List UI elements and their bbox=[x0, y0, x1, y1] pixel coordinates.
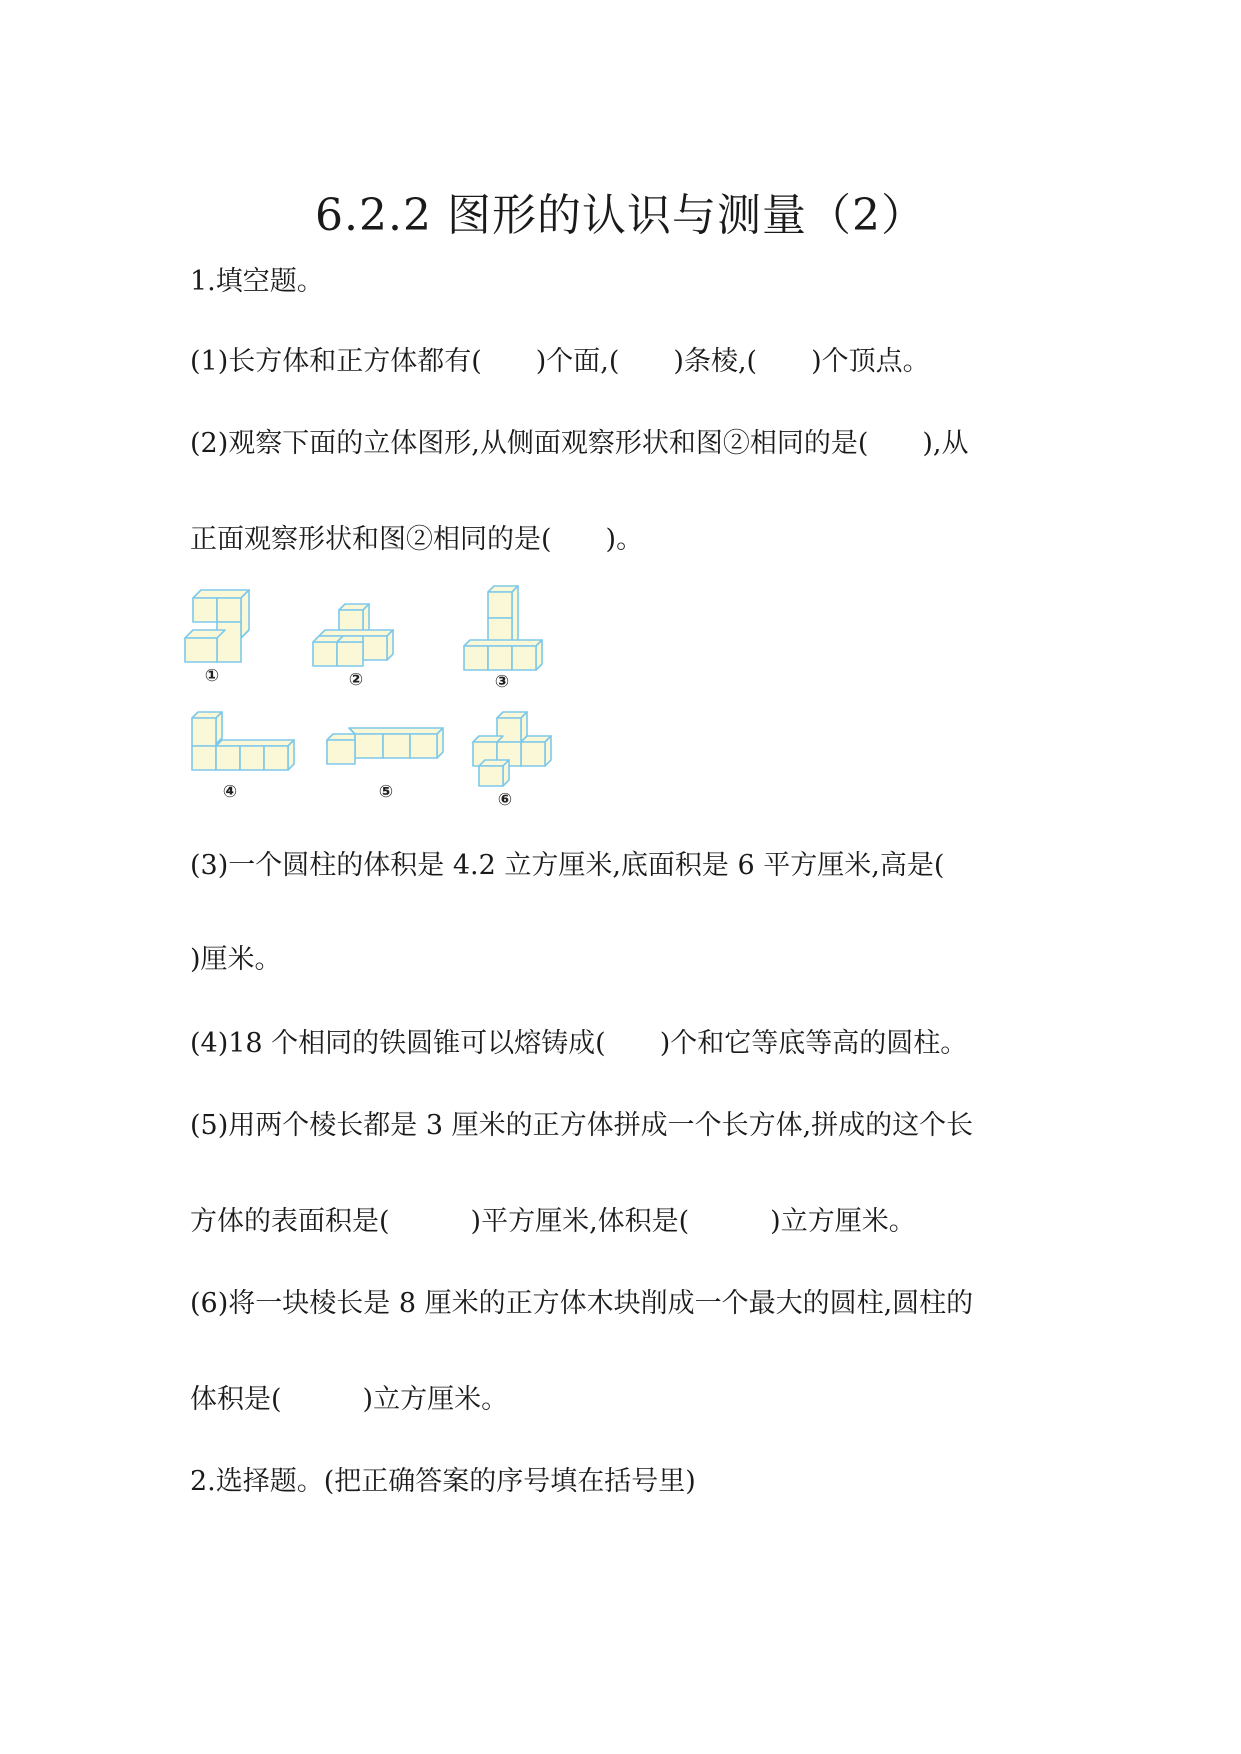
cube-figure-5 bbox=[325, 720, 445, 802]
cube-figure-1-drawing bbox=[185, 598, 265, 678]
page-title: 6.2.2 图形的认识与测量（2） bbox=[315, 190, 926, 241]
question-6-line-1: (6)将一块棱长是 8 厘米的正方体木块削成一个最大的圆柱,圆柱的 bbox=[190, 1288, 974, 1319]
question-4: (4)18 个相同的铁圆锥可以熔铸成( )个和它等底等高的圆柱。 bbox=[190, 1028, 968, 1059]
question-2-line-1: (2)观察下面的立体图形,从侧面观察形状和图②相同的是( ),从 bbox=[190, 428, 969, 459]
cube-figure-2-drawing bbox=[313, 604, 403, 674]
question-5-line-2: 方体的表面积是( )平方厘米,体积是( )立方厘米。 bbox=[190, 1206, 916, 1237]
cube-figure-6 bbox=[471, 710, 561, 810]
cube-figure-3-drawing bbox=[462, 586, 552, 676]
figure-label-3: ③ bbox=[494, 672, 510, 692]
cube-figure-6-drawing bbox=[471, 710, 561, 790]
question-6-line-2: 体积是( )立方厘米。 bbox=[190, 1384, 509, 1415]
figure-label-6: ⑥ bbox=[497, 790, 513, 810]
cube-figure-4-drawing bbox=[190, 712, 300, 778]
question-5-line-1: (5)用两个棱长都是 3 厘米的正方体拼成一个长方体,拼成的这个长 bbox=[190, 1110, 974, 1141]
question-3-line-1: (3)一个圆柱的体积是 4.2 立方厘米,底面积是 6 平方厘米,高是( bbox=[190, 850, 945, 881]
section-choice-heading: 2.选择题。(把正确答案的序号填在括号里) bbox=[190, 1466, 696, 1497]
figure-label-4: ④ bbox=[222, 782, 238, 802]
figure-label-1: ① bbox=[204, 666, 220, 686]
figure-label-5: ⑤ bbox=[378, 782, 394, 802]
cube-figure-5-drawing bbox=[325, 720, 445, 770]
question-2-line-2: 正面观察形状和图②相同的是( )。 bbox=[190, 524, 644, 555]
cube-figure-2 bbox=[313, 604, 403, 690]
cube-figure-4 bbox=[190, 712, 300, 802]
cube-figure-3 bbox=[462, 586, 552, 692]
section-fill-blank-heading: 1.填空题。 bbox=[190, 266, 324, 297]
cube-figure-1 bbox=[185, 598, 265, 686]
figure-label-2: ② bbox=[348, 670, 364, 690]
question-1: (1)长方体和正方体都有( )个面,( )条棱,( )个顶点。 bbox=[190, 346, 930, 377]
question-3-line-2: )厘米。 bbox=[190, 944, 282, 975]
